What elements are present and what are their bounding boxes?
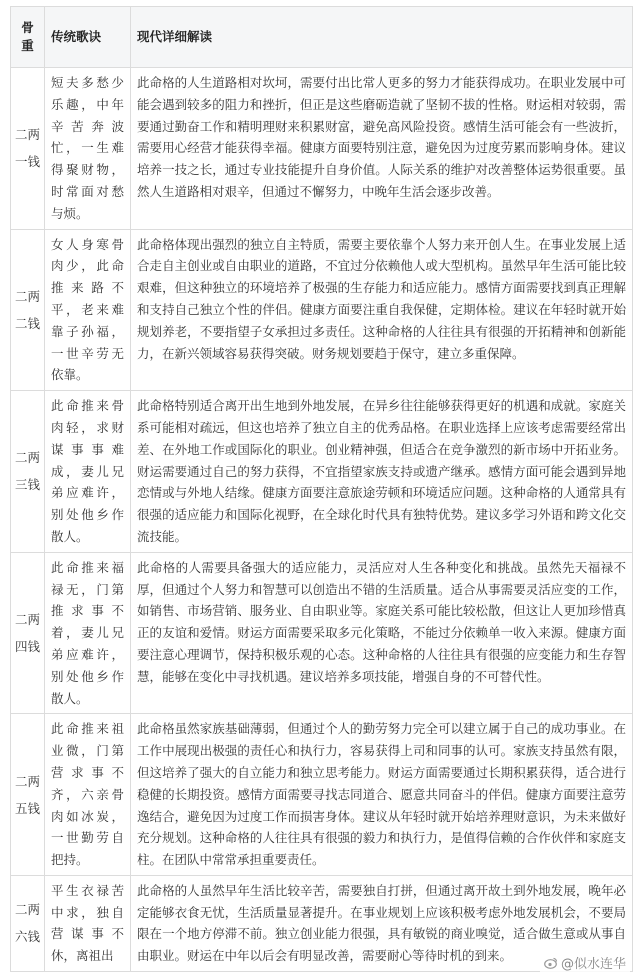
row-verse-cell: 此命推来福禄无，门第推求事不着，妻儿兄弟应难许，别处他乡作散人。 bbox=[45, 552, 131, 714]
row-weight-cell: 二两六钱 bbox=[11, 875, 45, 971]
weibo-style-logo-icon bbox=[544, 956, 558, 970]
table-header-row bbox=[11, 7, 633, 68]
header-verse: 传统歌诀 bbox=[45, 7, 131, 68]
watermark bbox=[540, 952, 630, 973]
row-detail-cell: 此命格虽然家族基础薄弱，但通过个人的勤劳努力完全可以建立属于自己的成功事业。在工作中展现出极强的责任心和执行力，容易获得上司和同事的认可。家族支持虽然有限，但这培养了强大的自立能力和独立思考能力。财运方面需要通过长期积累获得，适合进行稳健的长期投资。感情方面需要寻找志同道合、愿意共同奋斗的伴侣。健康方面要注意劳逸结合，避免因为过度工作而损害身体。建议从年轻时就开始培养理财意识，为未来做好充分规划。这种命格的人往往具有很强的毅力和执行力，是值得信赖的合作伙伴和家庭支柱。在团队中常常承担重要责任。 bbox=[131, 714, 633, 876]
row-verse-cell: 女人身寒骨肉少，此命推来路不平，老来难靠子孙福，一世辛劳无依靠。 bbox=[45, 229, 131, 391]
header-detail: 现代详细解读 bbox=[131, 7, 633, 68]
row-weight-cell: 二两二钱 bbox=[11, 229, 45, 391]
table-row bbox=[11, 68, 633, 230]
row-detail-cell: 此命格特别适合离开出生地到外地发展，在异乡往往能够获得更好的机遇和成就。家庭关系可能相对疏远，但这也培养了独立自主的优秀品格。在职业选择上应该考虑需要经常出差、在外地工作或国际化的职业。创业精神强，但适合在竞争激烈的新市场中开拓业务。财运需要通过自己的努力获得，不宜指望家族支持或遗产继承。感情方面可能会遇到异地恋情或与外地人结缘。健康方面要注意旅途劳顿和环境适应问题。这种命格的人通常具有很强的适应能力和国际化视野，在全球化时代具有独特优势。建议多学习外语和跨文化交流技能。 bbox=[131, 391, 633, 553]
row-weight-cell: 二两四钱 bbox=[11, 552, 45, 714]
table-row bbox=[11, 552, 633, 714]
watermark-text: @似水连华 bbox=[560, 957, 626, 972]
header-weight: 骨重 bbox=[11, 7, 45, 68]
table-row bbox=[11, 391, 633, 553]
row-weight-cell: 二两三钱 bbox=[11, 391, 45, 553]
row-detail-cell: 此命格的人生道路相对坎坷，需要付出比常人更多的努力才能获得成功。在职业发展中可能会遇到较多的阻力和挫折，但正是这些磨砺造就了坚韧不拔的性格。财运相对较弱，需要通过勤奋工作和精明理财来积累财富，避免高风险投资。感情生活可能会有一些波折，需要用心经营才能获得幸福。健康方面要特别注意，避免因为过度劳累而影响身体。建议培养一技之长，通过专业技能提升自身价值。人际关系的维护对改善整体运势很重要。虽然人生道路相对艰辛，但通过不懈努力，中晚年生活会逐步改善。 bbox=[131, 68, 633, 230]
row-verse-cell: 此命推来骨肉轻，求财谋事事难成，妻儿兄弟应难许，别处他乡作散人。 bbox=[45, 391, 131, 553]
row-detail-cell: 此命格的人虽然早年生活比较辛苦，需要独自打拼，但通过离开故土到外地发展，晚年必定能够衣食无忧，生活质量显著提升。在事业规划上应该积极考虑外地发展机会，不要局限在一个地方停滞不前。独立创业能力很强，具有敏锐的商业嗅觉，适合做生意或从事自由职业。财运在中年以后会有明显改善，需要耐心等待时机的到来。 bbox=[131, 875, 633, 971]
row-verse-cell: 平生衣禄苦中求，独自营谋事不休，离祖出 bbox=[45, 875, 131, 971]
row-weight-cell: 二两一钱 bbox=[11, 68, 45, 230]
row-verse-cell: 此命推来祖业微，门第营求事不齐，六亲骨肉如冰炭，一世勤劳自把持。 bbox=[45, 714, 131, 876]
row-detail-cell: 此命格的人需要具备强大的适应能力，灵活应对人生各种变化和挑战。虽然先天福禄不厚，但通过个人努力和智慧可以创造出不错的生活质量。适合从事需要灵活应变的工作，如销售、市场营销、服务业、自由职业等。家庭关系可能比较松散，但这让人更加珍惜真正的友谊和爱情。财运方面需要采取多元化策略，不能过分依赖单一收入来源。健康方面要注意心理调节，保持积极乐观的心态。这种命格的人往往具有很强的应变能力和生存智慧，能够在变化中寻找机遇。建议培养多项技能，增强自身的不可替代性。 bbox=[131, 552, 633, 714]
table-row bbox=[11, 229, 633, 391]
bone-weight-table bbox=[10, 6, 633, 972]
table-row bbox=[11, 714, 633, 876]
row-detail-cell: 此命格体现出强烈的独立自主特质，需要主要依靠个人努力来开创人生。在事业发展上适合走自主创业或自由职业的道路，不宜过分依赖他人或大型机构。虽然早年生活可能比较艰难，但这种独立的环境培养了极强的生存能力和适应能力。感情方面需要找到真正理解和支持自己独立个性的伴侣。健康方面要注重自我保健，定期体检。建议在年轻时就开始规划养老，不要指望子女承担过多责任。这种命格的人往往具有很强的开拓精神和创新能力，在新兴领域容易获得突破。财务规划要趋于保守，建立多重保障。 bbox=[131, 229, 633, 391]
row-weight-cell: 二两五钱 bbox=[11, 714, 45, 876]
row-verse-cell: 短夫多愁少乐趣，中年辛苦奔波忙，一生难得聚财物，时常面对愁与烦。 bbox=[45, 68, 131, 230]
